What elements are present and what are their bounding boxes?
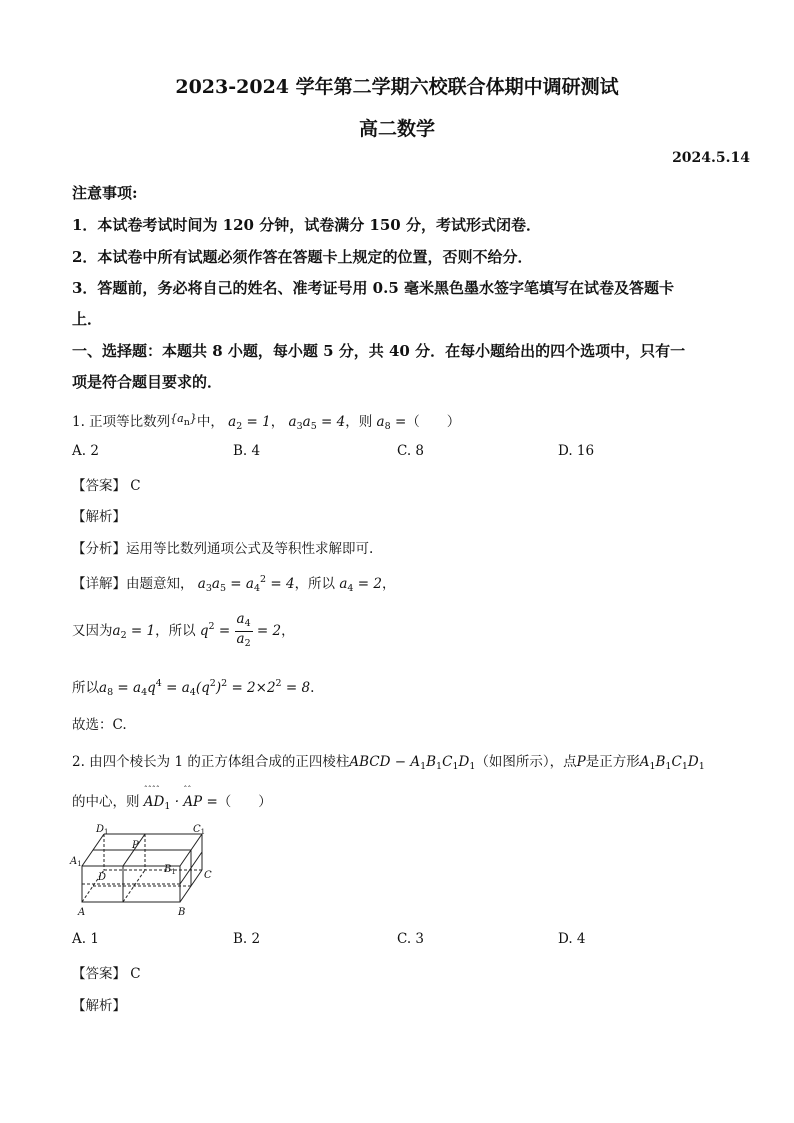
q1-option-c: C. 8 <box>397 443 425 459</box>
exam-subtitle: 高二数学 <box>358 118 435 140</box>
label-c: C <box>204 870 212 881</box>
q2-option-b: B. 2 <box>233 931 261 947</box>
q1-analysis-label: 【解析】 <box>72 509 126 525</box>
notice-heading: 注意事项: <box>72 184 138 202</box>
q2-analysis-label: 【解析】 <box>72 998 126 1014</box>
q2-option-c: C. 3 <box>397 931 425 947</box>
q1-detail-line1: 【详解】由题意知， $a_3a_5 = a_4^2 = 4$，所以 $a_4 = 2$， <box>72 574 396 594</box>
label-b1: $B_1$ <box>164 864 176 876</box>
q1-detail-line2: 又因为$a_2 = 1$，所以 $q^2$ = $\frac{a_4}{a_2}$ = 2， <box>72 611 295 649</box>
q2-option-a: A. 1 <box>72 931 99 947</box>
q2-stem-line1: 2. 由四个棱长为 1 的正方体组合成的正四棱柱ABCD − $A_1B_1C_1D_1$（如图所示），点P是正方形$A_1B_1C_1D_1$ <box>72 754 705 772</box>
q1-option-b: B. 4 <box>233 443 261 459</box>
q1-option-d: D. 16 <box>558 443 595 459</box>
q1-fenxi: 【分析】运用等比数列通项公式及等积性求解即可. <box>72 541 374 557</box>
notice-item-3a: 3．答题前，务必将自己的姓名、准考证号用 0.5 毫米黑色墨水签字笔填写在试卷及答题卡 <box>72 279 674 297</box>
label-d1: $D_1$ <box>96 824 109 836</box>
section-heading-line1: 一、选择题：本题共 8 小题，每小题 5 分，共 40 分．在每小题给出的四个选项中，只有一 <box>72 342 686 360</box>
notice-item-3b: 上． <box>72 310 103 328</box>
q1-detail-line3: 所以$a_8 = a_4q^4 = a_4(q^2)^2 = 2\times 2^2 = 8$. <box>72 678 315 698</box>
exam-title: 2023-2024 学年第二学期六校联合体期中调研测试 <box>175 76 619 98</box>
notice-item-1: 1．本试卷考试时间为 120 分钟，试卷满分 150 分，考试形式闭卷． <box>72 216 541 234</box>
q2-option-d: D. 4 <box>558 931 586 947</box>
notice-item-2: 2．本试卷中所有试题必须作答在答题卡上规定的位置，否则不给分． <box>72 248 533 266</box>
q2-answer: 【答案】 C <box>72 966 141 982</box>
q2-stem-line2: 的中心，则 ˆˆˆˆ $AD_1$ · ˆˆ AP =（ ） <box>72 785 272 812</box>
label-a1: $A_1$ <box>70 856 82 868</box>
exam-date: 2024.5.14 <box>672 150 750 166</box>
label-c1: $C_1$ <box>193 824 206 836</box>
q1-answer: 【答案】 C <box>72 478 141 494</box>
label-d: D <box>98 872 107 883</box>
label-a: A <box>78 907 86 918</box>
section-heading-line2: 项是符合题目要求的． <box>72 373 223 391</box>
q1-stem: 1. 正项等比数列$^{\{an\}}$中， $a_2 = 1$， $a_3a_5 = 4$，则 $a_8$ =（ ） <box>72 412 461 432</box>
label-p: P <box>132 840 139 851</box>
q1-choose: 故选：C. <box>72 717 127 733</box>
q1-option-a: A. 2 <box>72 443 99 459</box>
label-b: B <box>178 907 186 918</box>
prism-figure <box>66 822 216 922</box>
